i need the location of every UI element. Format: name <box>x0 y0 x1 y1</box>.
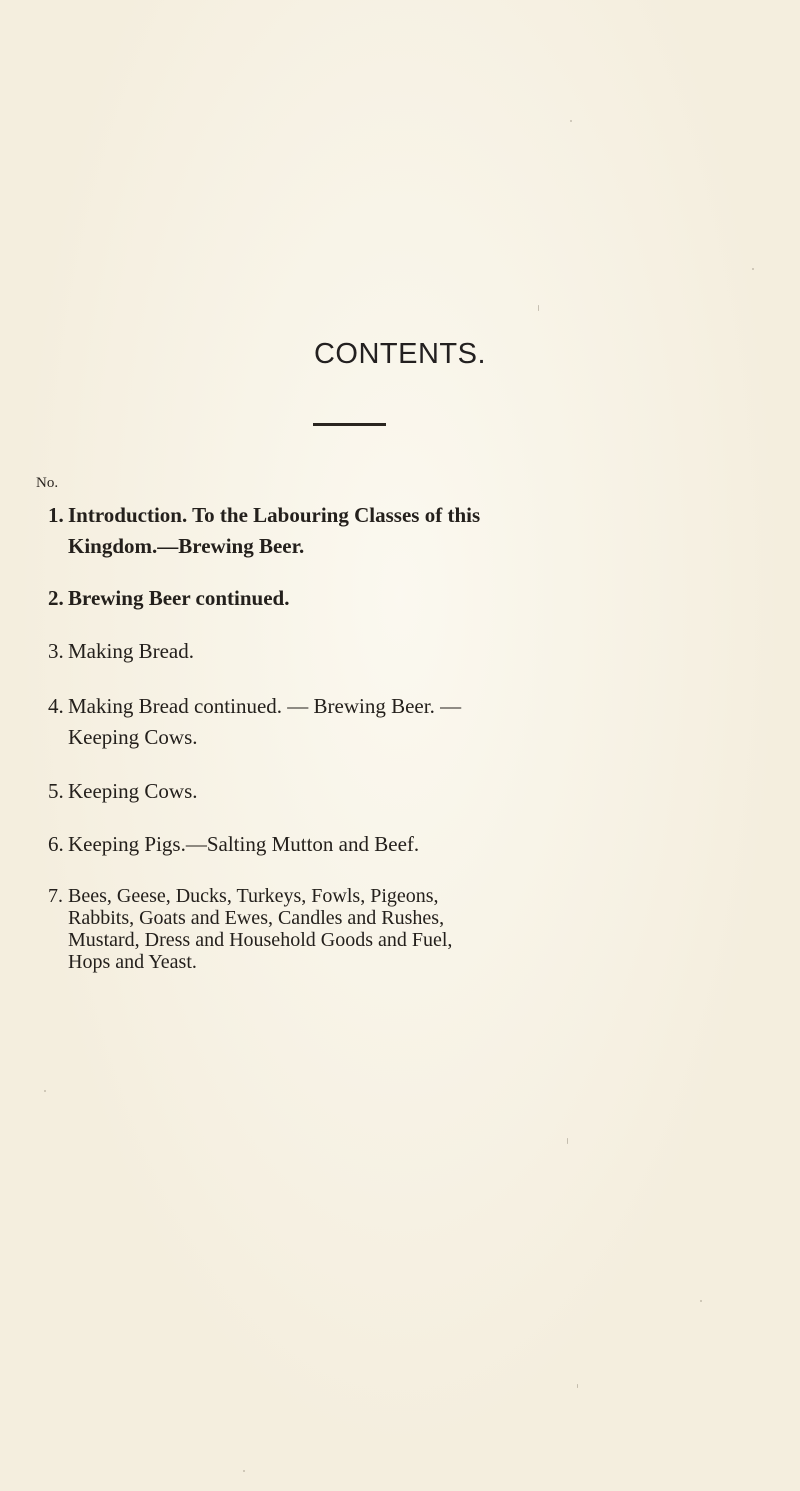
contents-entry-4 <box>48 691 461 753</box>
entry-line <box>48 583 289 614</box>
entry-line <box>48 500 480 531</box>
contents-entry-3 <box>48 636 194 667</box>
entry-number: 1. <box>48 503 64 527</box>
entry-line <box>48 636 194 667</box>
number-column-label: No. <box>36 475 59 491</box>
page-title: CONTENTS. <box>313 338 487 370</box>
entry-number: 3. <box>48 639 64 663</box>
paper-speck <box>577 1384 578 1388</box>
paper-speck <box>243 1470 245 1472</box>
entry-line: Keeping Cows. <box>68 725 198 749</box>
contents-entry-1 <box>48 500 480 562</box>
entry-text: Keeping Cows. <box>68 779 198 803</box>
entry-number: 6. <box>48 832 64 856</box>
paper-speck <box>700 1300 702 1302</box>
contents-entry-7 <box>48 885 452 973</box>
entry-line: Hops and Yeast. <box>68 951 197 973</box>
entry-text: Making Bread. <box>68 639 194 663</box>
paper-speck <box>567 1138 568 1144</box>
entry-line: Mustard, Dress and Household Goods and Fuel, <box>68 929 453 951</box>
entry-text: Making Bread continued. — Brewing Beer. — <box>68 694 462 718</box>
entry-line: Rabbits, Goats and Ewes, Candles and Rushes, <box>68 907 445 929</box>
entry-number: 5. <box>48 779 64 803</box>
contents-entry-2 <box>48 583 289 614</box>
entry-line <box>48 776 198 807</box>
paper-speck <box>44 1090 46 1092</box>
entry-line <box>48 885 452 907</box>
paper-speck <box>570 120 572 122</box>
entry-line <box>48 691 461 722</box>
entry-text: Keeping Pigs.—Salting Mutton and Beef. <box>68 832 420 856</box>
entry-number: 7. <box>48 885 63 907</box>
entry-number: 4. <box>48 694 64 718</box>
contents-entry-6 <box>48 829 419 860</box>
entry-text: Brewing Beer continued. <box>68 586 290 610</box>
entry-line <box>48 829 419 860</box>
entry-line: Kingdom.—Brewing Beer. <box>68 534 305 558</box>
paper-speck <box>538 305 539 311</box>
entry-number: 2. <box>48 586 64 610</box>
entry-text: Introduction. To the Labouring Classes of this <box>68 503 481 527</box>
entry-text: Bees, Geese, Ducks, Turkeys, Fowls, Pigeons, <box>68 885 439 907</box>
paper-speck <box>752 268 754 270</box>
contents-entry-5 <box>48 776 198 807</box>
title-rule <box>313 423 386 426</box>
